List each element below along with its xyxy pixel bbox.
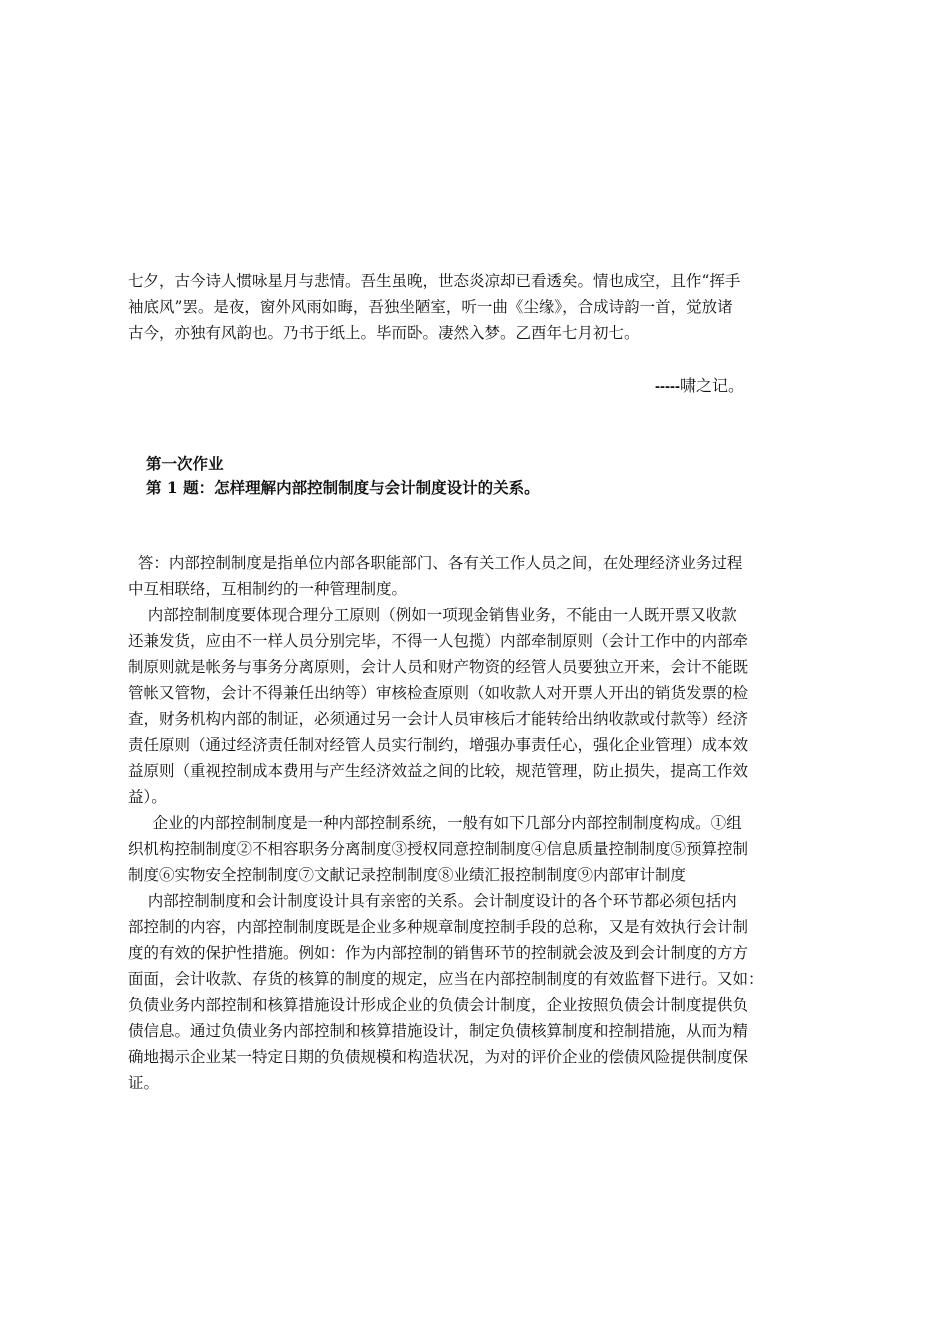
assignment-title: 第一次作业 — [146, 454, 224, 473]
answer-line: 面面，会计收款、存货的核算的制度的规定，应当在内部控制制度的有效监督下进行。又如： — [128, 970, 764, 988]
answer-line: 答：内部控制制度是指单位内部各职能部门、各有关工作人员之间，在处理经济业务过程 — [128, 554, 743, 572]
preface-line: 七夕，古今诗人惯咏星月与悲情。吾生虽晚，世态炎凉却已看透矣。情也成空，且作“挥手 — [128, 272, 741, 290]
signature-dashes: ----- — [655, 378, 680, 395]
answer-line: 中互相联络，互相制约的一种管理制度。 — [128, 580, 408, 598]
answer-line: 企业的内部控制制度是一种内部控制系统，一般有如下几部分内部控制制度构成。①组 — [128, 814, 742, 832]
answer-body — [128, 550, 818, 1096]
answer-line: 内部控制制度和会计制度设计具有亲密的关系。会计制度设计的各个环节都必须包括内 — [128, 892, 737, 910]
preface-line: 袖底风”罢。是夜，窗外风雨如晦，吾独坐陋室，听一曲《尘缘》，合成诗韵一首，觉放诸 — [128, 298, 733, 316]
question-title: 第 1 题：怎样理解内部控制制度与会计制度设计的关系。 — [146, 478, 540, 497]
preface-paragraph — [128, 268, 818, 346]
answer-line: 度的有效的保护性措施。例如：作为内部控制的销售环节的控制就会波及到会计制度的方方 — [128, 944, 749, 962]
answer-line: 责任原则（通过经济责任制对经管人员实行制约，增强办事责任心，强化企业管理）成本效 — [128, 736, 749, 754]
answer-line: 织机构控制制度②不相容职务分离制度③授权同意控制制度④信息质量控制制度⑤预算控制 — [128, 840, 749, 858]
signature — [655, 373, 744, 396]
answer-line: 证。 — [128, 1074, 160, 1092]
answer-line: 部控制的内容，内部控制制度既是企业多种规章制度控制手段的总称，又是有效执行会计制 — [128, 918, 749, 936]
answer-line: 查，财务机构内部的制证，必须通过另一会计人员审核后才能转给出纳收款或付款等）经济 — [128, 710, 749, 728]
answer-line: 制度⑥实物安全控制制度⑦文献记录控制制度⑧业绩汇报控制制度⑨内部审计制度 — [128, 866, 687, 884]
answer-line: 还兼发货，应由不一样人员分别完毕，不得一人包揽）内部牵制原则（会计工作中的内部牵 — [128, 632, 749, 650]
answer-line: 确地揭示企业某一特定日期的负债规模和构造状况，为对的评价企业的偿债风险提供制度保 — [128, 1048, 749, 1066]
answer-line: 负债业务内部控制和核算措施设计形成企业的负债会计制度，企业按照负债会计制度提供负 — [128, 996, 749, 1014]
answer-line: 内部控制制度要体现合理分工原则（例如一项现金销售业务，不能由一人既开票又收款 — [128, 606, 737, 624]
answer-line: 益）。 — [128, 788, 167, 806]
signature-text: 啸之记。 — [679, 376, 744, 395]
answer-line: 益原则（重视控制成本费用与产生经济效益之间的比较，规范管理，防止损失，提高工作效 — [128, 762, 749, 780]
answer-line: 制原则就是帐务与事务分离原则，会计人员和财产物资的经管人员要独立开来，会计不能既 — [128, 658, 749, 676]
answer-line: 管帐又管物，会计不得兼任出纳等）审核检查原则（如收款人对开票人开出的销货发票的检 — [128, 684, 749, 702]
preface-line: 古今，亦独有风韵也。乃书于纸上。毕而卧。凄然入梦。乙酉年七月初七。 — [128, 324, 640, 342]
answer-line: 债信息。通过负债业务内部控制和核算措施设计，制定负债核算制度和控制措施，从而为精 — [128, 1022, 749, 1040]
